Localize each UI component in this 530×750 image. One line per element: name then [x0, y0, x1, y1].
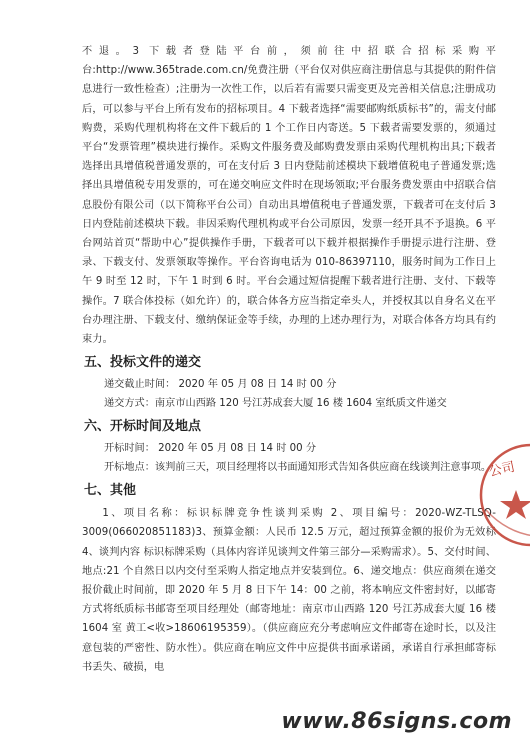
opening-place: 开标地点：该判前三天，项目经理将以书面通知形式告知各供应商在线谈判注意事项。	[104, 461, 492, 473]
paragraph-other-terms: 1、项目名称：标识标牌竞争性谈判采购 2、项目编号：2020-WZ-TLSQ-3009(066020851183)3、预算金额：人民币 12.5 万元，超过预算金额的报价为无效标 4、谈判内容 标识标牌采购（具体内容详见谈判文件第三部分—采购需求）。5、交付时间、地点:21 个自然日以内交付至采购人指定地点并安装到位。6、递交地点：供应商须在递交报价截止时间前，即 2020 年 5 月 8 日下午 14：00 之前，将本响应文件密封好，以邮寄方式将纸质标书邮寄至项目经理处（邮寄地址：南京市山西路 120 号江苏成套大厦 16 楼 1604 室 黄工<收>18606195359）。（供应商应充分考虑响应文件邮寄在途时长，以及注意包装的严密性、防水性）。供应商在响应文件中应提供书面承诺函，承诺自行承担邮寄标书丢失、破损，电	[82, 508, 496, 673]
section-7-heading: 七、其他	[84, 483, 137, 499]
submission-method: 递交方式：南京市山西路 120 号江苏成套大厦 16 楼 1604 室纸质文件递交	[104, 397, 447, 409]
submission-deadline: 递交截止时间： 2020 年 05 月 08 日 14 时 00 分	[104, 379, 337, 391]
site-watermark: www.86signs.com	[281, 709, 512, 734]
section-5-heading: 五、投标文件的递交	[84, 355, 202, 371]
section-6-heading: 六、开标时间及地点	[84, 419, 202, 435]
opening-time: 开标时间： 2020 年 05 月 08 日 14 时 00 分	[104, 443, 317, 455]
seal-text: 公司	[487, 459, 517, 480]
paragraph-instructions: 不退。3 下载者登陆平台前，须前往中招联合招标采购平台:http://www.365trade.com.cn/免费注册（平台仅对供应商注册信息与其提供的附件信息进行一致性检查）;注册为一次性工作，以后若有需要只需变更及完善相关信息;注册成功后，可以参与平台上所有发布的招标项目。4 下载者选择“需要邮购纸质标书”的，需支付邮购费，采购代理机构将在文件下载后的 1 个工作日内寄送。5 下载者需要发票的，须通过平台“发票管理”模块进行操作。采购文件服务费及邮购费发票由采购代理机构出具;下载者选择出具增值税普通发票的，可在支付后 3 日内登陆前述模块下载增值税电子普通发票;选择出具增值税专用发票的，可在递交响应文件时在现场领取;平台服务费发票由中招联合信息股份有限公司（以下简称平台公司）自动出具增值税电子普通发票，下载者可在支付后 3 日内登陆前述模块下载。非因采购代理机构或平台公司原因，发票一经开具不予退换。6 平台网站首页“帮助中心”提供操作手册，下载者可以下载并根据操作手册提示进行注册、登录、下载支付、发票领取等操作。平台咨询电话为 010-86397110，服务时间为工作日上午 9 时至 12 时，下午 1 时到 6 时。平台会通过短信提醒下载者进行注册、支付、下载等操作。7 联合体投标（如允许）的，联合体各方应当指定牵头人，并授权其以自身名义在平台办理注册、下载支付、缴纳保证金等手续，办理的上述办理行为，对联合体各方均具有约束力。	[82, 46, 496, 346]
